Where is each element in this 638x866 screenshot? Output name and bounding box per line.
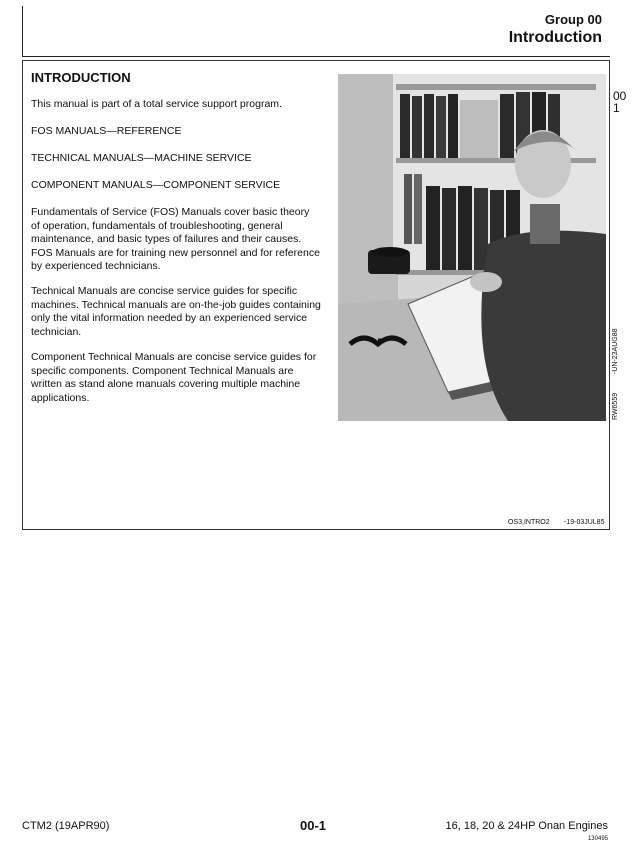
section-heading: INTRODUCTION: [31, 70, 131, 85]
paragraph-7: Component Technical Manuals are concise service guides for specific components. Component Technical Manuals are written as stand alone manuals covering multiple machine applications.: [31, 351, 317, 404]
box-footer-id: OS3,INTRO2: [508, 519, 550, 526]
technician-photo-illustration: [338, 74, 606, 421]
figure-code-upper: -UN-23AUG88: [612, 328, 619, 374]
page-tab-marker: 00 1: [613, 89, 627, 115]
paragraph-1: This manual is part of a total service support program.: [31, 98, 282, 110]
paragraph-5: Fundamentals of Service (FOS) Manuals cover basic theory of operation, fundamentals of troubleshooting, general maintenance, and basic types of failures and their causes. FOS Manuals are for training new personnel and for reference by experienced technicians.: [31, 206, 320, 272]
paragraph-2: FOS MANUALS—REFERENCE: [31, 125, 182, 137]
box-footer-date: -19-03JUL85: [564, 519, 605, 526]
technician-photo: [338, 74, 606, 421]
paragraph-3: TECHNICAL MANUALS—MACHINE SERVICE: [31, 152, 252, 164]
paragraph-4: COMPONENT MANUALS—COMPONENT SERVICE: [31, 179, 281, 191]
page-title: Introduction: [508, 29, 602, 46]
footer-code: 130495: [587, 836, 608, 842]
header-rule-horizontal: [22, 56, 610, 57]
figure-code-lower: RW6559: [612, 392, 619, 420]
footer-engine-title: 16, 18, 20 & 24HP Onan Engines: [445, 820, 608, 832]
group-label: Group 00: [544, 12, 602, 27]
paragraph-6: Technical Manuals are concise service guides for specific machines. Technical manuals are on-the-job guides containing only the vital information needed by an experienced service technician.: [31, 285, 321, 338]
footer-page-number: 00-1: [300, 818, 327, 833]
header-rule-vertical: [22, 6, 23, 56]
footer-manual-id: CTM2 (19APR90): [22, 820, 110, 832]
